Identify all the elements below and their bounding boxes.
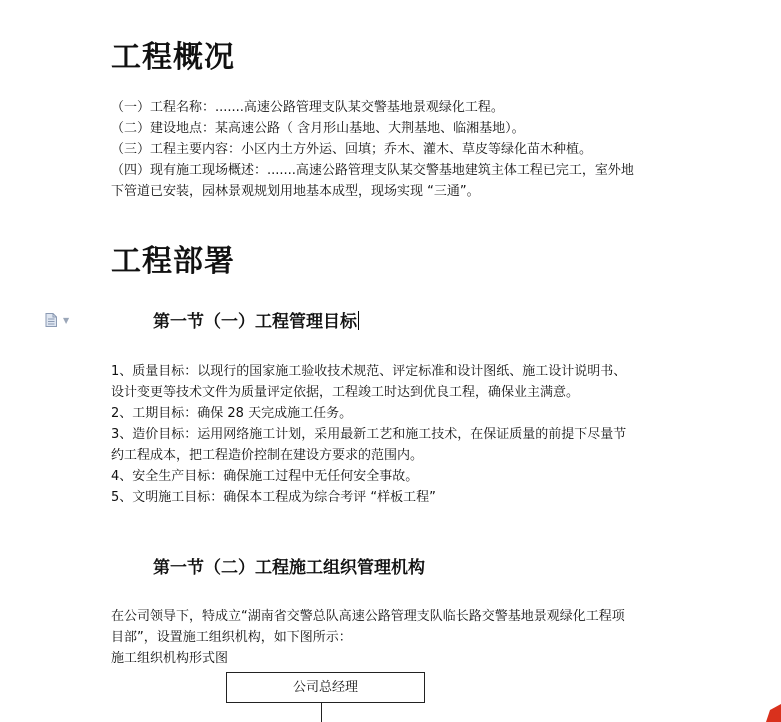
goal-line: 5、文明施工目标：确保本工程成为综合考评 “样板工程” bbox=[111, 490, 436, 505]
overview-paragraphs bbox=[111, 97, 671, 202]
goal-line: 1、质量目标：以现行的国家施工验收技术规范、评定标准和设计图纸、施工设计说明书、 bbox=[111, 364, 627, 379]
overview-line: （四）现有施工现场概述：.......高速公路管理支队某交警基地建筑主体工程已完工，室外地 bbox=[111, 163, 634, 178]
goal-line: 2、工期目标：确保 28 天完成施工任务。 bbox=[111, 406, 353, 421]
red-corner-mark-icon bbox=[764, 702, 781, 722]
goal-line: 3、造价目标：运用网络施工计划，采用最新工艺和施工技术，在保证质量的前提下尽量节 bbox=[111, 427, 627, 442]
goal-line: 设计变更等技术文件为质量评定依据，工程竣工时达到优良工程，确保业主满意。 bbox=[111, 385, 580, 400]
overview-line: 下管道已安装，园林景观规划用地基本成型，现场实现 “三通”。 bbox=[111, 184, 480, 199]
heading-project-overview: 工程概况 bbox=[111, 40, 235, 75]
organization-line: 施工组织机构形式图 bbox=[111, 651, 229, 666]
heading-management-goals bbox=[153, 311, 359, 333]
heading-project-deployment: 工程部署 bbox=[111, 244, 235, 279]
org-chart-top-box: 公司总经理 bbox=[226, 672, 425, 703]
overview-line: （一）工程名称：.......高速公路管理支队某交警基地景观绿化工程。 bbox=[111, 100, 504, 115]
goal-line: 约工程成本，把工程造价控制在建设方要求的范围内。 bbox=[111, 448, 424, 463]
org-chart-connector bbox=[321, 703, 322, 722]
organization-paragraphs bbox=[111, 606, 671, 669]
chevron-down-icon[interactable]: ▼ bbox=[63, 316, 70, 325]
overview-line: （二）建设地点：某高速公路（ 含月形山基地、大荆基地、临湘基地）。 bbox=[111, 121, 525, 136]
document-icon[interactable] bbox=[45, 313, 57, 327]
organization-line: 在公司领导下，特成立“湖南省交警总队高速公路管理支队临长路交警基地景观绿化工程项 bbox=[111, 609, 625, 624]
organization-line: 目部”，设置施工组织机构，如下图所示： bbox=[111, 630, 352, 645]
overview-line: （三）工程主要内容：小区内土方外运、回填；乔木、灌木、草皮等绿化苗木种植。 bbox=[111, 142, 593, 157]
goals-paragraphs bbox=[111, 361, 671, 508]
heading-organization: 第一节（二）工程施工组织管理机构 bbox=[153, 558, 425, 578]
heading-management-goals-text: 第一节（一）工程管理目标 bbox=[153, 312, 357, 332]
goal-line: 4、安全生产目标：确保施工过程中无任何安全事故。 bbox=[111, 469, 419, 484]
text-cursor bbox=[358, 311, 359, 330]
